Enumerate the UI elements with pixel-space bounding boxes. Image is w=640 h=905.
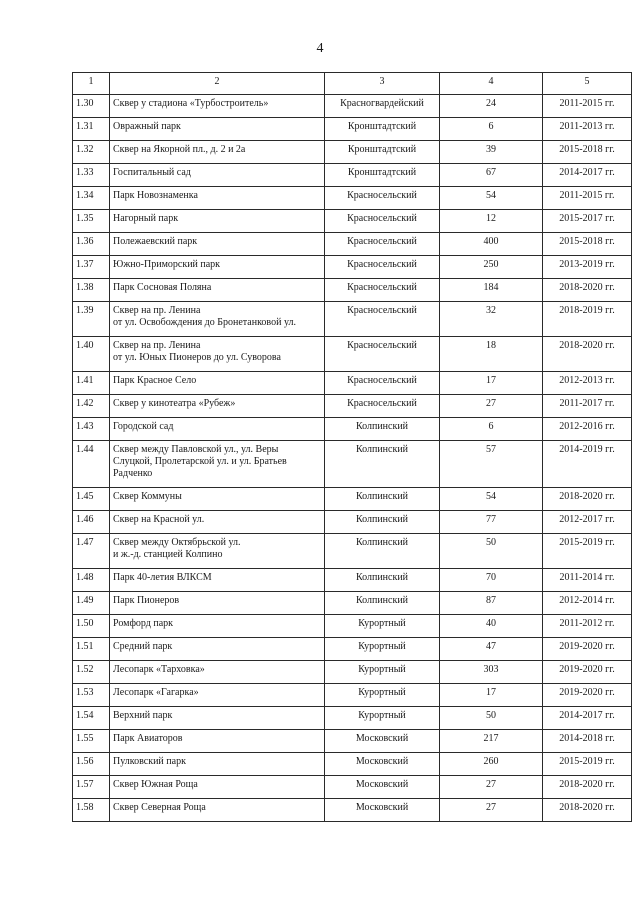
district: Красносельский (325, 187, 440, 210)
table-row (73, 337, 632, 372)
park-name-line: Госпитальный сад (113, 167, 191, 178)
count: 67 (440, 164, 543, 187)
count: 40 (440, 615, 543, 638)
table-row (73, 569, 632, 592)
count: 57 (440, 441, 543, 488)
period: 2015-2019 гг. (543, 753, 632, 776)
header-col-3: 3 (325, 73, 440, 95)
count: 400 (440, 233, 543, 256)
park-name-line: Сквер на пр. Ленина (113, 305, 201, 316)
count: 250 (440, 256, 543, 279)
count: 27 (440, 395, 543, 418)
count: 54 (440, 488, 543, 511)
table-row (73, 730, 632, 753)
count: 39 (440, 141, 543, 164)
park-name-line: Лесопарк «Тарховка» (113, 664, 205, 675)
park-name (110, 372, 325, 395)
period: 2015-2019 гг. (543, 534, 632, 569)
count: 54 (440, 187, 543, 210)
park-name (110, 118, 325, 141)
header-col-1: 1 (73, 73, 110, 95)
district: Московский (325, 753, 440, 776)
park-name-line: Парк 40-летия ВЛКСМ (113, 572, 212, 583)
park-name (110, 279, 325, 302)
park-name (110, 776, 325, 799)
district: Колпинский (325, 592, 440, 615)
district: Курортный (325, 684, 440, 707)
district: Красносельский (325, 256, 440, 279)
count: 303 (440, 661, 543, 684)
period: 2014-2017 гг. (543, 164, 632, 187)
period: 2013-2019 гг. (543, 256, 632, 279)
row-number: 1.32 (73, 141, 110, 164)
period: 2011-2015 гг. (543, 187, 632, 210)
table-row (73, 799, 632, 822)
park-name-line: Сквер у стадиона «Турбостроитель» (113, 98, 269, 109)
park-name-line: Полежаевский парк (113, 236, 198, 247)
row-number: 1.38 (73, 279, 110, 302)
park-name (110, 569, 325, 592)
period: 2015-2018 гг. (543, 141, 632, 164)
row-number: 1.54 (73, 707, 110, 730)
park-name (110, 210, 325, 233)
count: 18 (440, 337, 543, 372)
park-name-line: Парк Сосновая Поляна (113, 282, 212, 293)
period: 2012-2016 гг. (543, 418, 632, 441)
park-name-line: Верхний парк (113, 710, 173, 721)
period: 2014-2019 гг. (543, 441, 632, 488)
table-row (73, 187, 632, 210)
district: Красносельский (325, 210, 440, 233)
row-number: 1.52 (73, 661, 110, 684)
district: Курортный (325, 615, 440, 638)
row-number: 1.46 (73, 511, 110, 534)
period: 2018-2020 гг. (543, 799, 632, 822)
park-name-line: Ромфорд парк (113, 618, 174, 629)
park-name (110, 95, 325, 118)
table-row (73, 233, 632, 256)
table-row (73, 441, 632, 488)
count: 6 (440, 418, 543, 441)
table-row (73, 707, 632, 730)
park-name (110, 592, 325, 615)
park-name-line: Парк Новознаменка (113, 190, 198, 201)
table-row (73, 210, 632, 233)
row-number: 1.44 (73, 441, 110, 488)
count: 6 (440, 118, 543, 141)
table-row (73, 488, 632, 511)
row-number: 1.37 (73, 256, 110, 279)
park-name-line: Овражный парк (113, 121, 181, 132)
park-name (110, 615, 325, 638)
row-number: 1.47 (73, 534, 110, 569)
table-row (73, 534, 632, 569)
park-name-line: Городской сад (113, 421, 174, 432)
park-name-line: Парк Пионеров (113, 595, 180, 606)
period: 2012-2014 гг. (543, 592, 632, 615)
period: 2018-2019 гг. (543, 302, 632, 337)
park-name-line: Радченко (113, 468, 153, 479)
period: 2019-2020 гг. (543, 638, 632, 661)
park-name-line: Сквер на Красной ул. (113, 514, 205, 525)
park-name-line: Парк Авиаторов (113, 733, 183, 744)
park-name-line: Южно-Приморский парк (113, 259, 221, 270)
period: 2018-2020 гг. (543, 776, 632, 799)
period: 2014-2017 гг. (543, 707, 632, 730)
park-name (110, 337, 325, 372)
period: 2018-2020 гг. (543, 279, 632, 302)
period: 2011-2017 гг. (543, 395, 632, 418)
park-name (110, 684, 325, 707)
district: Кронштадтский (325, 118, 440, 141)
row-number: 1.34 (73, 187, 110, 210)
park-name-line: от ул. Юных Пионеров до ул. Суворова (113, 352, 281, 363)
park-name (110, 488, 325, 511)
table-row (73, 661, 632, 684)
table-row (73, 118, 632, 141)
count: 27 (440, 776, 543, 799)
table-row (73, 418, 632, 441)
header-col-2: 2 (110, 73, 325, 95)
park-name (110, 707, 325, 730)
count: 87 (440, 592, 543, 615)
park-name (110, 141, 325, 164)
count: 50 (440, 707, 543, 730)
district: Колпинский (325, 534, 440, 569)
table-row (73, 638, 632, 661)
count: 184 (440, 279, 543, 302)
park-name-line: и ж.-д. станцией Колпино (113, 549, 223, 560)
period: 2018-2020 гг. (543, 337, 632, 372)
period: 2015-2017 гг. (543, 210, 632, 233)
parks-table (72, 72, 632, 822)
park-name-line: Сквер между Павловской ул., ул. Веры (113, 444, 279, 455)
count: 47 (440, 638, 543, 661)
table-row (73, 615, 632, 638)
row-number: 1.30 (73, 95, 110, 118)
table-row (73, 372, 632, 395)
table-row (73, 279, 632, 302)
row-number: 1.36 (73, 233, 110, 256)
count: 27 (440, 799, 543, 822)
table-row (73, 164, 632, 187)
park-name-line: от ул. Освобождения до Бронетанковой ул. (113, 317, 296, 328)
park-name-line: Лесопарк «Гагарка» (113, 687, 199, 698)
park-name-line: Сквер у кинотеатра «Рубеж» (113, 398, 236, 409)
park-name (110, 661, 325, 684)
park-name-line: Сквер между Октябрьской ул. (113, 537, 241, 548)
park-name (110, 511, 325, 534)
district: Колпинский (325, 441, 440, 488)
park-name (110, 395, 325, 418)
park-name (110, 730, 325, 753)
row-number: 1.53 (73, 684, 110, 707)
district: Красносельский (325, 302, 440, 337)
row-number: 1.49 (73, 592, 110, 615)
page-number: 4 (316, 41, 324, 56)
period: 2015-2018 гг. (543, 233, 632, 256)
table-row (73, 256, 632, 279)
table-row (73, 776, 632, 799)
park-name-line: Средний парк (113, 641, 173, 652)
row-number: 1.33 (73, 164, 110, 187)
district: Колпинский (325, 569, 440, 592)
park-name-line: Сквер Коммуны (113, 491, 182, 502)
park-name (110, 441, 325, 488)
district: Красносельский (325, 279, 440, 302)
count: 17 (440, 372, 543, 395)
count: 24 (440, 95, 543, 118)
period: 2011-2015 гг. (543, 95, 632, 118)
period: 2019-2020 гг. (543, 684, 632, 707)
district: Красносельский (325, 372, 440, 395)
district: Красногвардейский (325, 95, 440, 118)
park-name-line: Сквер на Якорной пл., д. 2 и 2а (113, 144, 246, 155)
district: Колпинский (325, 511, 440, 534)
park-name-line: Сквер Южная Роща (113, 779, 198, 790)
table-row (73, 395, 632, 418)
table-row (73, 753, 632, 776)
park-name (110, 256, 325, 279)
row-number: 1.42 (73, 395, 110, 418)
period: 2011-2014 гг. (543, 569, 632, 592)
row-number: 1.50 (73, 615, 110, 638)
park-name (110, 753, 325, 776)
district: Красносельский (325, 395, 440, 418)
period: 2011-2013 гг. (543, 118, 632, 141)
period: 2018-2020 гг. (543, 488, 632, 511)
district: Московский (325, 776, 440, 799)
period: 2019-2020 гг. (543, 661, 632, 684)
table-row (73, 95, 632, 118)
park-name (110, 164, 325, 187)
count: 32 (440, 302, 543, 337)
header-col-4: 4 (440, 73, 543, 95)
district: Курортный (325, 638, 440, 661)
period: 2011-2012 гг. (543, 615, 632, 638)
table-row (73, 511, 632, 534)
district: Колпинский (325, 418, 440, 441)
table-row (73, 141, 632, 164)
park-name (110, 638, 325, 661)
period: 2012-2013 гг. (543, 372, 632, 395)
row-number: 1.58 (73, 799, 110, 822)
count: 12 (440, 210, 543, 233)
row-number: 1.39 (73, 302, 110, 337)
row-number: 1.56 (73, 753, 110, 776)
table-header-row (73, 73, 632, 95)
table-row (73, 592, 632, 615)
row-number: 1.48 (73, 569, 110, 592)
period: 2012-2017 гг. (543, 511, 632, 534)
count: 260 (440, 753, 543, 776)
row-number: 1.41 (73, 372, 110, 395)
district: Московский (325, 730, 440, 753)
row-number: 1.40 (73, 337, 110, 372)
park-name (110, 534, 325, 569)
count: 50 (440, 534, 543, 569)
park-name (110, 799, 325, 822)
count: 17 (440, 684, 543, 707)
park-name-line: Сквер на пр. Ленина (113, 340, 201, 351)
district: Колпинский (325, 488, 440, 511)
row-number: 1.57 (73, 776, 110, 799)
park-name-line: Сквер Северная Роща (113, 802, 206, 813)
row-number: 1.35 (73, 210, 110, 233)
period: 2014-2018 гг. (543, 730, 632, 753)
count: 77 (440, 511, 543, 534)
park-name (110, 233, 325, 256)
row-number: 1.43 (73, 418, 110, 441)
park-name (110, 418, 325, 441)
table-row (73, 302, 632, 337)
park-name-line: Пулковский парк (113, 756, 186, 767)
district: Кронштадтский (325, 141, 440, 164)
park-name-line: Слуцкой, Пролетарской ул. и ул. Братьев (113, 456, 287, 467)
row-number: 1.51 (73, 638, 110, 661)
district: Курортный (325, 707, 440, 730)
row-number: 1.31 (73, 118, 110, 141)
row-number: 1.45 (73, 488, 110, 511)
park-name-line: Парк Красное Село (113, 375, 197, 386)
park-name (110, 302, 325, 337)
header-col-5: 5 (543, 73, 632, 95)
park-name-line: Нагорный парк (113, 213, 179, 224)
district: Московский (325, 799, 440, 822)
row-number: 1.55 (73, 730, 110, 753)
district: Красносельский (325, 337, 440, 372)
district: Красносельский (325, 233, 440, 256)
district: Кронштадтский (325, 164, 440, 187)
count: 70 (440, 569, 543, 592)
district: Курортный (325, 661, 440, 684)
count: 217 (440, 730, 543, 753)
park-name (110, 187, 325, 210)
table-row (73, 684, 632, 707)
